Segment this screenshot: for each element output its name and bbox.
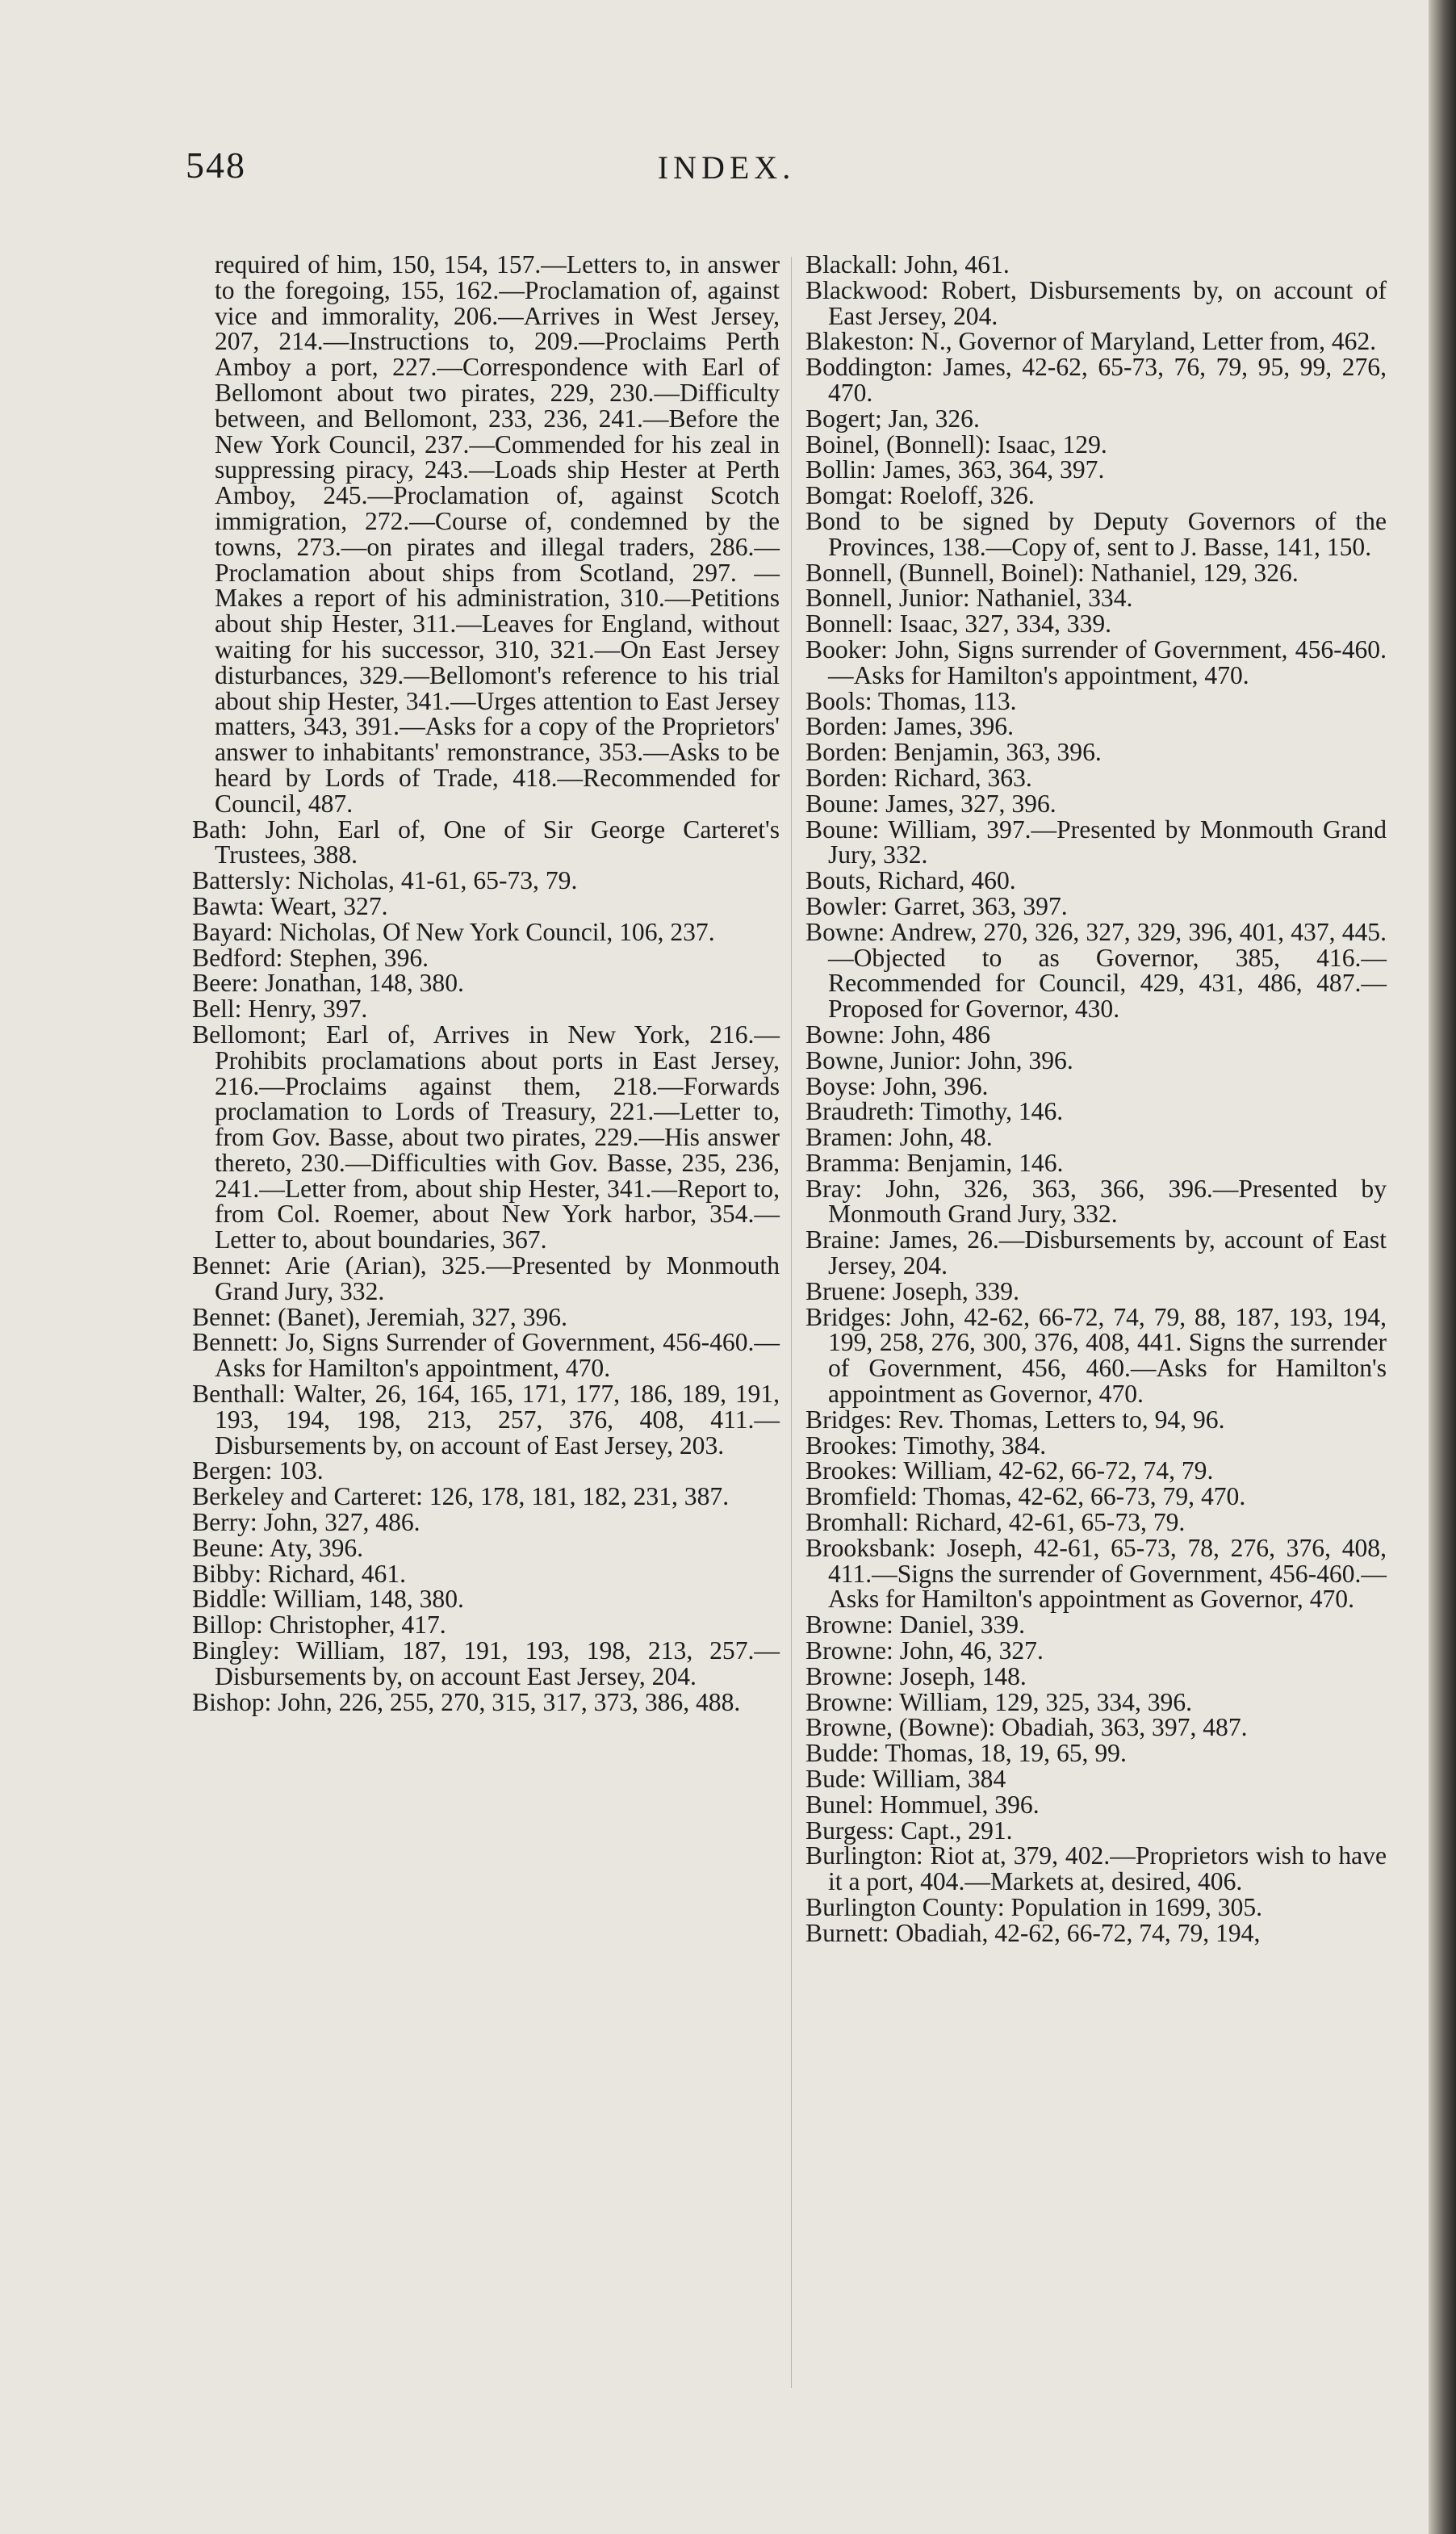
index-entry: Boinel, (Bonnell): Isaac, 129.: [805, 429, 1107, 459]
index-entry: Braine: James, 26.—Disbursements by, account of East Jersey, 204.: [805, 1225, 1387, 1280]
index-entry: Bellomont; Earl of, Arrives in New York, 216.—Prohibits proclamations about ports in East Jersey, 216.—Proclaims against them, 218.—Forwards proclamation to Lords of Treasury, 221.—Letter to, from Gov. Basse, about two pirates, 229.—His answer thereto, 230.—Difficulties with Gov. Basse, 235, 236, 241.—Letter from, about ship Hester, 341.—Report to, from Col. Roemer, about New York harbor, 354.—Letter to, about boundaries, 367.: [192, 1020, 780, 1254]
index-entry: Bayard: Nicholas, Of New York Council, 106, 237.: [192, 917, 715, 946]
index-entry: Boune: James, 327, 396.: [805, 789, 1056, 818]
index-entry: Borden: James, 396.: [805, 712, 1014, 741]
index-entry: Burlington: Riot at, 379, 402.—Proprietors wish to have it a port, 404.—Markets at, desired, 406.: [805, 1841, 1387, 1896]
index-entry: Bomgat: Roeloff, 326.: [805, 481, 1035, 510]
index-entry: Bray: John, 326, 363, 366, 396.—Presented by Monmouth Grand Jury, 332.: [805, 1174, 1387, 1229]
index-entry: Bools: Thomas, 113.: [805, 686, 1017, 715]
page-header: [186, 144, 1267, 208]
index-entry: Bergen: 103.: [192, 1456, 324, 1485]
index-entry: Bawta: Weart, 327.: [192, 891, 388, 920]
index-entry: Bogert; Jan, 326.: [805, 404, 980, 433]
index-entry: Borden: Benjamin, 363, 396.: [805, 738, 1102, 767]
index-entry: Bollin: James, 363, 364, 397.: [805, 455, 1105, 484]
index-entry: Browne: John, 46, 327.: [805, 1636, 1044, 1665]
index-entry: Browne: Daniel, 339.: [805, 1610, 1026, 1640]
index-entry: Boyse: John, 396.: [805, 1071, 989, 1100]
index-entry: Berry: John, 327, 486.: [192, 1508, 420, 1537]
index-entry: Bennet: Arie (Arian), 325.—Presented by Monmouth Grand Jury, 332.: [192, 1251, 780, 1305]
column-divider: [791, 257, 792, 2388]
index-entry: Bramen: John, 48.: [805, 1123, 993, 1152]
index-entry: Bell: Henry, 397.: [192, 995, 368, 1024]
index-entry: Bowne, Junior: John, 396.: [805, 1045, 1073, 1074]
index-entry: Browne: Joseph, 148.: [805, 1661, 1027, 1690]
index-entry: Bingley: William, 187, 191, 193, 198, 213, 257.—Disbursements by, on account East Jersey, 204.: [192, 1636, 780, 1690]
left-index-column: [192, 252, 780, 1715]
index-entry: Bruene: Joseph, 339.: [805, 1276, 1019, 1305]
index-entry: Benthall: Walter, 26, 164, 165, 171, 177, 186, 189, 191, 193, 194, 198, 213, 257, 376, 408, 411.—Disbursements by, on account of East Jersey, 203.: [192, 1380, 780, 1460]
page-edge-shadow: [1429, 0, 1456, 2534]
index-entry: Bath: John, Earl of, One of Sir George Carteret's Trustees, 388.: [192, 815, 780, 869]
index-entry: Brooksbank: Joseph, 42-61, 65-73, 78, 276, 376, 408, 411.—Signs the surrender of Government, 456-460.—Asks for Hamilton's appointment as Governor, 470.: [805, 1533, 1387, 1614]
page-number: 548: [186, 145, 246, 186]
index-entry: Boune: William, 397.—Presented by Monmouth Grand Jury, 332.: [805, 815, 1387, 869]
index-entry: Bonnell: Isaac, 327, 334, 339.: [805, 609, 1112, 639]
index-entry: Bridges: Rev. Thomas, Letters to, 94, 96.: [805, 1405, 1225, 1434]
index-entry: Booker: John, Signs surrender of Government, 456-460.—Asks for Hamilton's appointment, 470.: [805, 635, 1387, 689]
index-entry: Braudreth: Timothy, 146.: [805, 1097, 1064, 1126]
right-index-column: [805, 252, 1387, 1946]
index-entry: Bowne: John, 486: [805, 1020, 991, 1049]
index-entry: required of him, 150, 154, 157.—Letters to, in answer to the foregoing, 155, 162.—Proclamation of, against vice and immorality, 206.—Arrives in West Jersey, 207, 214.—Instructions to, 209.—Proclaims Perth Amboy a port, 227.—Correspondence with Earl of Bellomont about two pirates, 229, 230.—Difficulty between, and Bellomont, 233, 236, 241.—Before the New York Council, 237.—Commended for his zeal in suppressing piracy, 243.—Loads ship Hester at Perth Amboy, 245.—Proclamation of, against Scotch immigration, 272.—Course of, condemned by the towns, 273.—on pirates and illegal traders, 286.—Proclamation about ships from Scotland, 297. —Makes a report of his administration, 310.—Petitions about ship Hester, 311.—Leaves for England, without waiting for his successor, 310, 321.—On East Jersey disturbances, 329.—Bellomont's reference to his trial about ship Hester, 341.—Urges attention to East Jersey matters, 343, 391.—Asks for a copy of the Proprietors' answer to inhabitants' remonstrance, 353.—Asks to be heard by Lords of Trade, 418.—Recommended for Council, 487.: [215, 250, 780, 818]
index-entry: Bowne: Andrew, 270, 326, 327, 329, 396, 401, 437, 445.—Objected to as Governor, 385, 416.—Recommended for Council, 429, 431, 486, 487.—Proposed for Governor, 430.: [805, 917, 1387, 1024]
index-entry: Brookes: William, 42-62, 66-72, 74, 79.: [805, 1456, 1214, 1485]
index-entry: Burgess: Capt., 291.: [805, 1816, 1013, 1845]
index-entry: Bramma: Benjamin, 146.: [805, 1148, 1064, 1177]
index-entry: Bibby: Richard, 461.: [192, 1559, 407, 1588]
index-entry: Beere: Jonathan, 148, 380.: [192, 969, 464, 998]
index-entry: Bond to be signed by Deputy Governors of the Provinces, 138.—Copy of, sent to J. Basse, 141, 150.: [805, 506, 1387, 561]
index-entry: Blakeston: N., Governor of Maryland, Letter from, 462.: [805, 327, 1377, 356]
index-entry: Bennett: Jo, Signs Surrender of Government, 456-460.—Asks for Hamilton's appointment, 470.: [192, 1328, 780, 1383]
index-entry: Blackall: John, 461.: [805, 250, 1010, 279]
index-entry: Bouts, Richard, 460.: [805, 866, 1016, 895]
index-entry: Berkeley and Carteret: 126, 178, 181, 182, 231, 387.: [192, 1482, 730, 1511]
index-entry: Bridges: John, 42-62, 66-72, 74, 79, 88, 187, 193, 194, 199, 258, 276, 300, 376, 408, 441. Signs the surrender of Government, 456, 460.—Asks for Hamilton's appointment as Governor, 470.: [805, 1302, 1387, 1409]
index-entry: Bishop: John, 226, 255, 270, 315, 317, 373, 386, 488.: [192, 1687, 741, 1716]
index-entry: Bowler: Garret, 363, 397.: [805, 891, 1068, 920]
index-entry: Bonnell, Junior: Nathaniel, 334.: [805, 584, 1133, 613]
index-entry: Browne, (Bowne): Obadiah, 363, 397, 487.: [805, 1713, 1248, 1742]
index-entry: Bude: William, 384: [805, 1765, 1006, 1794]
index-entry: Beune: Aty, 396.: [192, 1533, 364, 1562]
running-title: INDEX.: [657, 149, 796, 186]
index-entry: Bromhall: Richard, 42-61, 65-73, 79.: [805, 1508, 1186, 1537]
index-entry: Billop: Christopher, 417.: [192, 1610, 446, 1640]
index-entry: Brookes: Timothy, 384.: [805, 1430, 1047, 1460]
index-entry: Borden: Richard, 363.: [805, 763, 1032, 792]
index-entry: Bennet: (Banet), Jeremiah, 327, 396.: [192, 1302, 568, 1331]
index-entry: Burlington County: Population in 1699, 305.: [805, 1893, 1263, 1921]
index-entry: Browne: William, 129, 325, 334, 396.: [805, 1687, 1193, 1716]
index-entry: Bedford: Stephen, 396.: [192, 943, 429, 972]
index-entry: Budde: Thomas, 18, 19, 65, 99.: [805, 1739, 1127, 1768]
index-entry: Bunel: Hommuel, 396.: [805, 1790, 1040, 1819]
index-entry: Biddle: William, 148, 380.: [192, 1585, 464, 1614]
index-entry: Battersly: Nicholas, 41-61, 65-73, 79.: [192, 866, 578, 895]
index-entry: Bonnell, (Bunnell, Boinel): Nathaniel, 129, 326.: [805, 558, 1299, 587]
index-entry: Boddington: James, 42-62, 65-73, 76, 79, 95, 99, 276, 470.: [805, 353, 1387, 407]
index-entry: Burnett: Obadiah, 42-62, 66-72, 74, 79, 194,: [805, 1918, 1261, 1947]
index-entry: Bromfield: Thomas, 42-62, 66-73, 79, 470.: [805, 1482, 1246, 1511]
index-entry: Blackwood: Robert, Disbursements by, on account of East Jersey, 204.: [805, 275, 1387, 330]
